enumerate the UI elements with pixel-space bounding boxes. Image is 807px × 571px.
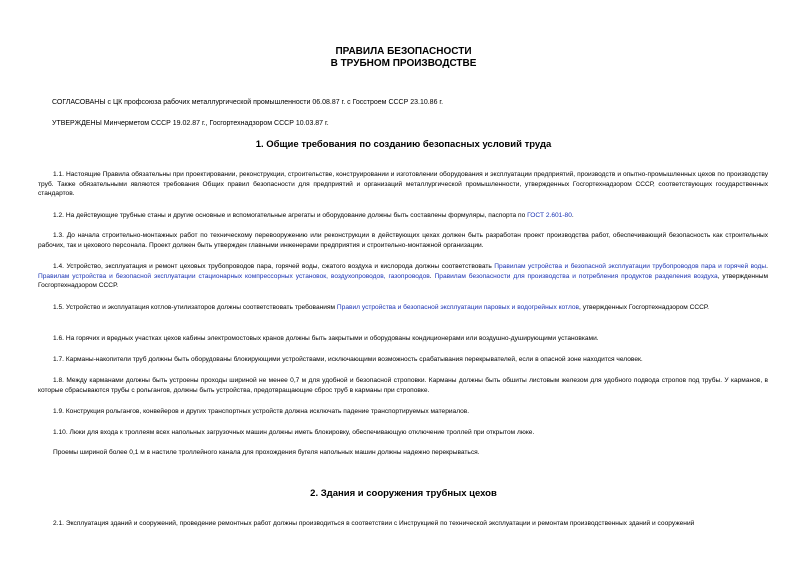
paragraph-text: 1.4. Устройство, эксплуатация и ремонт цеховых трубопроводов пара, горячей воды, сжатого воздуха и кислорода должны соответствовать [53, 263, 495, 270]
paragraph-1-2 [38, 211, 768, 221]
paragraph-text: . [766, 263, 768, 270]
paragraph-1-5 [38, 303, 768, 313]
paragraph-1-10: 1.10. Люки для входа к троллеям всех напольных загрузочных машин должны иметь блокировку, обеспечивающую отключение троллей при открытом люке. [53, 429, 535, 436]
boiler-rules-link[interactable]: Правил устройства и безопасной эксплуатации паровых и водогрейных котлов [336, 304, 580, 311]
paragraph-text: . [429, 272, 435, 280]
document-title-line-1: ПРАВИЛА БЕЗОПАСНОСТИ [335, 46, 472, 57]
paragraph-1-9: 1.9. Конструкция рольгангов, конвейеров и других транспортных устройств должна исключать падение транспортируемых материалов. [53, 408, 470, 415]
paragraph-1-1: 1.1. Настоящие Правила обязательны при проектировании, реконструкции, строительстве, конструировании и изготовлении оборудования и эксплуатации предприятий, производств и опытно-промышленных цехов по производству труб. Также обязательными являются требования Общих правил безопасности для предприятий и организаций металлургической промышленности, утвержденных Госгортехнадзором СССР, соответствующих государственных стандартов. [38, 171, 768, 197]
paragraph-text: 1.2. На действующие трубные станы и другие основные и вспомогательные агрегаты и оборудование должны быть составлены формуляры, паспорта по [53, 212, 528, 219]
document-title-line-2: В ТРУБНОМ ПРОИЗВОДСТВЕ [330, 58, 477, 69]
paragraph-1-7: 1.7. Карманы-накопители труб должны быть оборудованы блокирующими устройствами, исключающими возможность срабатывания перекрывателей, если в опасной зоне находится человек. [53, 356, 643, 363]
approved-note: УТВЕРЖДЕНЫ Минчерметом СССР 19.02.87 г., Госгортехнадзором СССР 10.03.87 г. [52, 120, 329, 127]
paragraph-text: 1.5. Устройство и эксплуатация котлов-утилизаторов должны соответствовать требованиям [53, 304, 337, 311]
paragraph-2-1: 2.1. Эксплуатация зданий и сооружений, проведение ремонтных работ должны производиться в соответствии с Инструкцией по технической эксплуатации и ремонтам производственных зданий и сооружений [53, 520, 695, 527]
paragraph-text: . [571, 212, 574, 219]
paragraph-1-3: 1.3. До начала строительно-монтажных работ по техническому перевооружению или реконструкции в действующих цехах должен быть разработан проект производства работ, обеспечивающий безопасность как строительных рабочих, так и цехового персонала. Проект должен быть утвержден главными инженерами предприятия и строительно-монтажной организации. [38, 232, 768, 249]
section-2-heading: 2. Здания и сооружения трубных цехов [310, 488, 497, 499]
paragraph-1-10-continued: Проемы шириной более 0,1 м в настиле троллейного канала для прохождения бугеля напольных машин должны надежно перекрываться. [53, 449, 480, 456]
pipeline-rules-link[interactable]: Правилам устройства и безопасной эксплуатации трубопроводов пара и горячей воды [494, 263, 767, 270]
paragraph-text: , утвержденных Госгортехнадзором СССР. [579, 304, 709, 311]
paragraph-1-6: 1.6. На горячих и вредных участках цехов кабины электромостовых кранов должны быть закрытыми и оборудованы кондиционерами или воздушно-душирующими установками. [53, 335, 599, 342]
gost-link[interactable]: ГОСТ 2.601-80 [527, 212, 572, 219]
air-separation-rules-link[interactable]: Правилам безопасности для производства и потребления продуктов разделения воздуха [434, 272, 718, 280]
paragraph-1-4 [38, 262, 768, 291]
agreed-note: СОГЛАСОВАНЫ с ЦК профсоюза рабочих металлургической промышленности 06.08.87 г. с Госстроем СССР 23.10.86 г. [52, 99, 444, 106]
compressor-rules-link[interactable]: Правилам устройства и безопасной эксплуатации стационарных компрессорных установок, воздухопроводов, газопроводов [38, 272, 430, 280]
paragraph-text: , утвержденным Госгортехнадзором СССР. [38, 272, 768, 289]
section-1-heading: 1. Общие требования по созданию безопасных условий труда [255, 139, 552, 150]
paragraph-1-8: 1.8. Между карманами должны быть устроены проходы шириной не менее 0,7 м для удобной и безопасной строповки. Карманы должны быть обшиты листовым железом для удобного подвода стропов под трубы. У карманов, в которые сбрасываются трубы с рольгангов, должны быть устройства, предотвращающие сброс труб в карманы при строповке. [38, 377, 768, 394]
